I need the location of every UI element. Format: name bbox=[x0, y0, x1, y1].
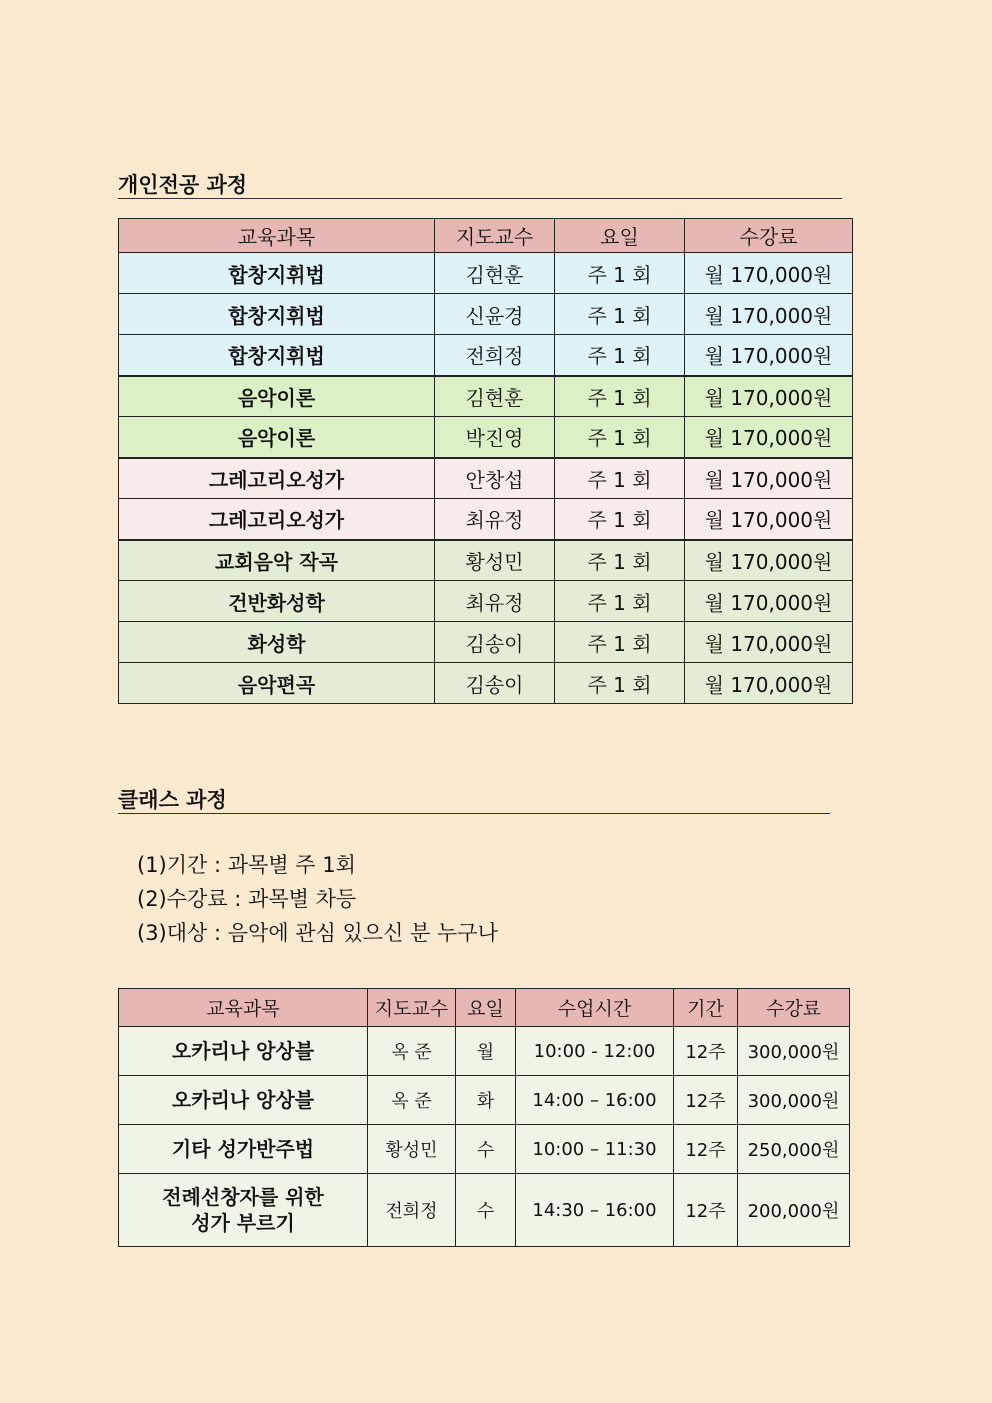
teacher-cell: 최유정 bbox=[435, 499, 555, 540]
teacher-cell: 황성민 bbox=[368, 1125, 456, 1174]
table-row bbox=[119, 417, 853, 458]
table-row bbox=[119, 499, 853, 540]
table-row bbox=[119, 1125, 850, 1174]
time-cell: 10:00 - 12:00 bbox=[516, 1027, 674, 1076]
day-cell: 주 1 회 bbox=[555, 294, 685, 335]
teacher-cell: 신윤경 bbox=[435, 294, 555, 335]
teacher-cell: 황성민 bbox=[435, 540, 555, 581]
info-target: (3)대상 : 음악에 관심 있으신 분 누구나 bbox=[137, 921, 498, 945]
section-title-class: 클래스 과정 bbox=[118, 787, 830, 814]
day-cell: 주 1 회 bbox=[555, 417, 685, 458]
subject-cell: 음악편곡 bbox=[119, 663, 435, 704]
fee-cell: 월 170,000원 bbox=[685, 499, 853, 540]
subject-cell: 합창지휘법 bbox=[119, 294, 435, 335]
subject-cell: 오카리나 앙상블 bbox=[119, 1027, 368, 1076]
fee-cell: 월 170,000원 bbox=[685, 581, 853, 622]
subject-cell: 그레고리오성가 bbox=[119, 499, 435, 540]
fee-cell: 300,000원 bbox=[738, 1076, 850, 1125]
teacher-cell: 전희정 bbox=[368, 1174, 456, 1247]
fee-cell: 200,000원 bbox=[738, 1174, 850, 1247]
subject-cell: 화성학 bbox=[119, 622, 435, 663]
table-row bbox=[119, 1027, 850, 1076]
day-cell: 주 1 회 bbox=[555, 335, 685, 376]
info-period: (1)기간 : 과목별 주 1회 bbox=[137, 853, 356, 877]
day-cell: 수 bbox=[456, 1174, 516, 1247]
private-course-table bbox=[118, 218, 853, 704]
subject-cell: 합창지휘법 bbox=[119, 253, 435, 294]
period-cell: 12주 bbox=[674, 1174, 738, 1247]
header-period: 기간 bbox=[674, 989, 738, 1027]
table-row bbox=[119, 376, 853, 417]
period-cell: 12주 bbox=[674, 1027, 738, 1076]
fee-cell: 월 170,000원 bbox=[685, 417, 853, 458]
teacher-cell: 김현훈 bbox=[435, 376, 555, 417]
table-row bbox=[119, 581, 853, 622]
day-cell: 화 bbox=[456, 1076, 516, 1125]
fee-cell: 월 170,000원 bbox=[685, 376, 853, 417]
table-header-row bbox=[119, 219, 853, 253]
fee-cell: 월 170,000원 bbox=[685, 335, 853, 376]
fee-cell: 월 170,000원 bbox=[685, 294, 853, 335]
day-cell: 주 1 회 bbox=[555, 581, 685, 622]
header-fee: 수강료 bbox=[685, 219, 853, 253]
header-fee: 수강료 bbox=[738, 989, 850, 1027]
subject-cell: 그레고리오성가 bbox=[119, 458, 435, 499]
class-info-list bbox=[137, 848, 498, 950]
header-teacher: 지도교수 bbox=[368, 989, 456, 1027]
time-cell: 14:30 – 16:00 bbox=[516, 1174, 674, 1247]
fee-cell: 300,000원 bbox=[738, 1027, 850, 1076]
teacher-cell: 김송이 bbox=[435, 663, 555, 704]
table-header-row bbox=[119, 989, 850, 1027]
teacher-cell: 옥 준 bbox=[368, 1076, 456, 1125]
teacher-cell: 박진영 bbox=[435, 417, 555, 458]
teacher-cell: 전희정 bbox=[435, 335, 555, 376]
subject-cell: 음악이론 bbox=[119, 417, 435, 458]
table-row bbox=[119, 294, 853, 335]
fee-cell: 월 170,000원 bbox=[685, 540, 853, 581]
day-cell: 주 1 회 bbox=[555, 622, 685, 663]
table-row bbox=[119, 622, 853, 663]
subject-line-2: 성가 부르기 bbox=[191, 1211, 295, 1235]
teacher-cell: 옥 준 bbox=[368, 1027, 456, 1076]
period-cell: 12주 bbox=[674, 1125, 738, 1174]
subject-cell bbox=[119, 1174, 368, 1247]
time-cell: 14:00 – 16:00 bbox=[516, 1076, 674, 1125]
fee-cell: 월 170,000원 bbox=[685, 458, 853, 499]
day-cell: 수 bbox=[456, 1125, 516, 1174]
subject-cell: 음악이론 bbox=[119, 376, 435, 417]
table-row bbox=[119, 540, 853, 581]
table-row bbox=[119, 253, 853, 294]
day-cell: 주 1 회 bbox=[555, 253, 685, 294]
header-subject: 교육과목 bbox=[119, 989, 368, 1027]
time-cell: 10:00 – 11:30 bbox=[516, 1125, 674, 1174]
subject-cell: 건반화성학 bbox=[119, 581, 435, 622]
teacher-cell: 안창섭 bbox=[435, 458, 555, 499]
fee-cell: 월 170,000원 bbox=[685, 663, 853, 704]
info-fee: (2)수강료 : 과목별 차등 bbox=[137, 887, 357, 911]
subject-cell: 합창지휘법 bbox=[119, 335, 435, 376]
day-cell: 주 1 회 bbox=[555, 540, 685, 581]
header-subject: 교육과목 bbox=[119, 219, 435, 253]
day-cell: 주 1 회 bbox=[555, 663, 685, 704]
header-teacher: 지도교수 bbox=[435, 219, 555, 253]
period-cell: 12주 bbox=[674, 1076, 738, 1125]
table-row bbox=[119, 458, 853, 499]
subject-cell: 기타 성가반주법 bbox=[119, 1125, 368, 1174]
class-course-table bbox=[118, 988, 850, 1247]
fee-cell: 250,000원 bbox=[738, 1125, 850, 1174]
subject-cell: 교회음악 작곡 bbox=[119, 540, 435, 581]
table-row bbox=[119, 1076, 850, 1125]
teacher-cell: 김현훈 bbox=[435, 253, 555, 294]
table-row bbox=[119, 663, 853, 704]
teacher-cell: 최유정 bbox=[435, 581, 555, 622]
teacher-cell: 김송이 bbox=[435, 622, 555, 663]
day-cell: 주 1 회 bbox=[555, 499, 685, 540]
header-time: 수업시간 bbox=[516, 989, 674, 1027]
header-day: 요일 bbox=[456, 989, 516, 1027]
day-cell: 월 bbox=[456, 1027, 516, 1076]
day-cell: 주 1 회 bbox=[555, 376, 685, 417]
day-cell: 주 1 회 bbox=[555, 458, 685, 499]
table-row bbox=[119, 1174, 850, 1247]
subject-cell: 오카리나 앙상블 bbox=[119, 1076, 368, 1125]
header-day: 요일 bbox=[555, 219, 685, 253]
table-row bbox=[119, 335, 853, 376]
fee-cell: 월 170,000원 bbox=[685, 253, 853, 294]
fee-cell: 월 170,000원 bbox=[685, 622, 853, 663]
section-title-private: 개인전공 과정 bbox=[118, 172, 842, 199]
subject-line-1: 전례선창자를 위한 bbox=[162, 1185, 324, 1209]
